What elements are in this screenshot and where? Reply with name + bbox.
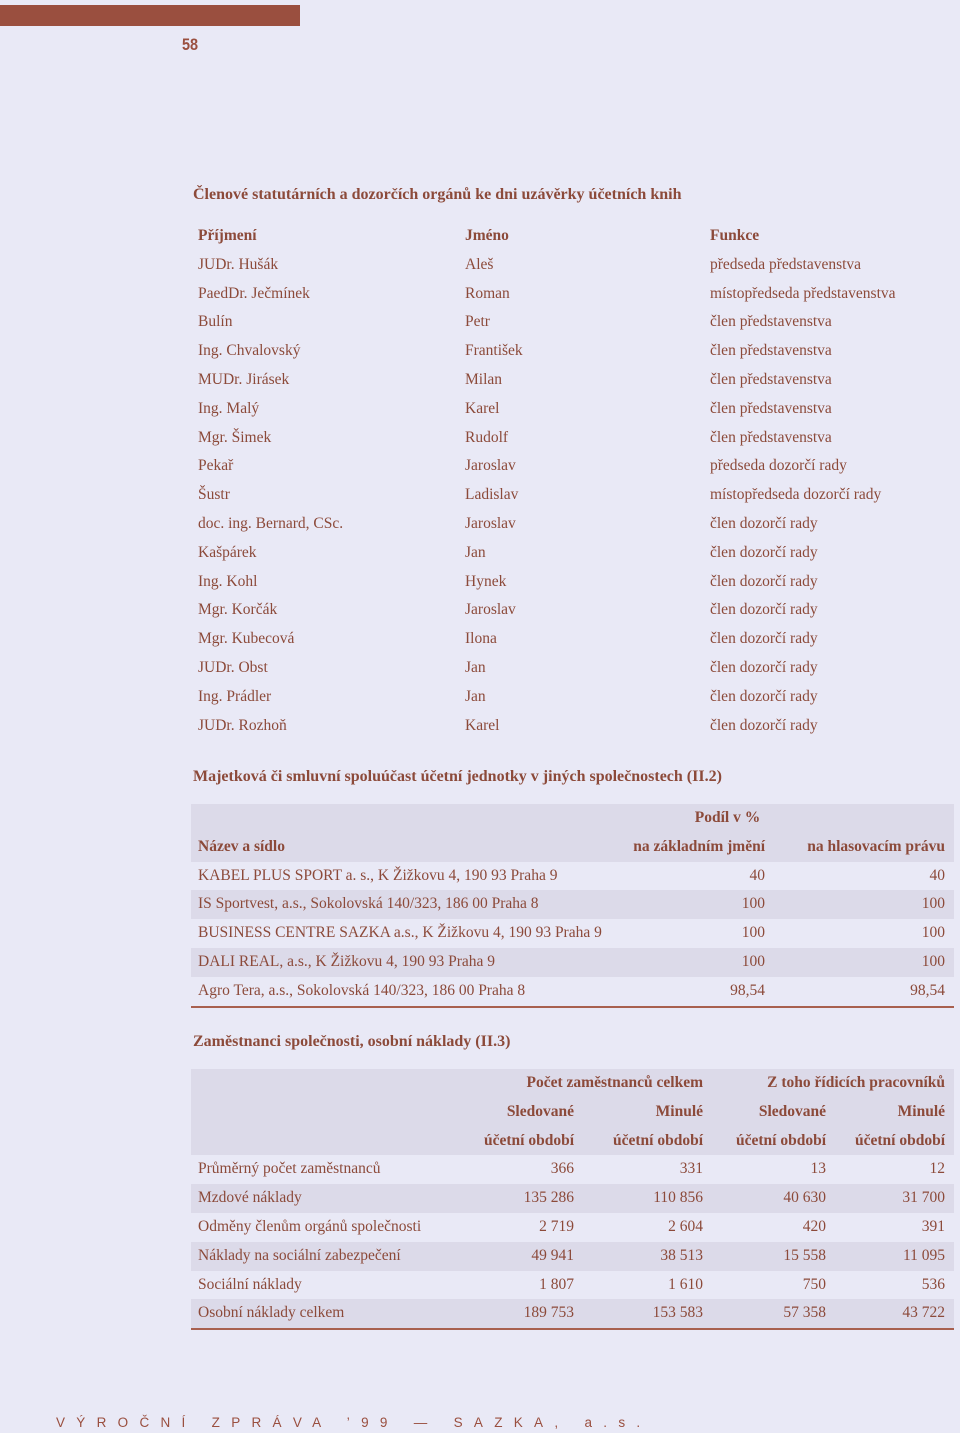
holdings-header-row — [191, 833, 954, 862]
col-accounting-period: účetní období — [712, 1127, 835, 1156]
member-firstname: Jan — [465, 658, 486, 676]
table-row — [191, 1271, 954, 1300]
col-firstname: Jméno — [465, 227, 509, 244]
member-row — [193, 539, 953, 568]
value-cell: 536 — [921, 1275, 946, 1293]
holdings-table — [191, 804, 954, 1008]
member-row — [193, 280, 953, 309]
member-firstname: Jan — [465, 687, 486, 705]
value-cell: 12 — [929, 1160, 946, 1178]
member-surname: Mgr. Šimek — [198, 428, 272, 446]
member-firstname: Rudolf — [465, 428, 509, 446]
table-row — [191, 1299, 954, 1329]
col-prior-period: Minulé — [583, 1098, 712, 1127]
value-cell: 31 700 — [835, 1184, 954, 1213]
member-row — [193, 654, 953, 683]
company-name: KABEL PLUS SPORT a. s., K Žižkovu 4, 190 93 Praha 9 — [198, 866, 558, 884]
member-function: člen dozorčí rady — [710, 658, 818, 676]
member-surname: JUDr. Rozhoň — [198, 716, 287, 734]
member-surname: JUDr. Hušák — [198, 255, 279, 273]
group-total-employees: Počet zaměstnanců celkem — [455, 1069, 712, 1098]
table-row — [191, 1242, 954, 1271]
value-cell: 189 753 — [455, 1299, 583, 1329]
member-firstname: Ladislav — [465, 486, 519, 504]
member-firstname: Karel — [465, 716, 500, 734]
table-row — [191, 862, 954, 891]
table-row — [191, 1155, 954, 1184]
col-current-period: Sledované — [712, 1098, 835, 1127]
member-surname: Ing. Prádler — [198, 687, 272, 705]
row-label: Sociální náklady — [198, 1275, 302, 1293]
member-function: člen dozorčí rady — [710, 630, 818, 648]
capital-share: 40 — [749, 866, 765, 884]
capital-share: 100 — [591, 890, 774, 919]
voting-share: 100 — [921, 924, 946, 942]
member-firstname: Karel — [465, 399, 500, 417]
capital-share: 100 — [591, 948, 774, 977]
member-firstname: František — [465, 342, 523, 360]
col-capital-share: na základním jmění — [591, 833, 774, 862]
member-function: předseda dozorčí rady — [710, 457, 847, 475]
voting-share: 100 — [774, 890, 954, 919]
value-cell: 366 — [550, 1160, 574, 1178]
member-surname: PaedDr. Ječmínek — [198, 284, 310, 302]
table-row — [191, 1184, 954, 1213]
members-table — [193, 222, 953, 740]
member-function: člen představenstva — [710, 313, 832, 331]
member-firstname: Roman — [465, 284, 510, 302]
member-row — [193, 683, 953, 712]
member-row — [193, 366, 953, 395]
member-surname: Mgr. Kubecová — [198, 630, 295, 648]
value-cell: 15 558 — [712, 1242, 835, 1271]
member-firstname: Milan — [465, 370, 503, 388]
value-cell: 2 719 — [539, 1217, 574, 1235]
company-name: BUSINESS CENTRE SAZKA a.s., K Žižkovu 4, 190 93 Praha 9 — [198, 924, 602, 942]
value-cell: 391 — [921, 1217, 946, 1235]
group-managers: Z toho řídicích pracovníků — [712, 1069, 954, 1098]
employees-subheader-row — [191, 1127, 954, 1156]
table-row — [191, 890, 954, 919]
member-row — [193, 568, 953, 597]
company-name: Agro Tera, a.s., Sokolovská 140/323, 186 00 Praha 8 — [191, 977, 591, 1007]
value-cell: 110 856 — [583, 1184, 712, 1213]
employees-table — [191, 1069, 954, 1330]
member-function: místopředseda dozorčí rady — [710, 486, 882, 504]
col-function: Funkce — [710, 227, 760, 244]
member-function: člen dozorčí rady — [710, 572, 818, 590]
member-row — [193, 712, 953, 741]
value-cell: 135 286 — [455, 1184, 583, 1213]
col-accounting-period: účetní období — [835, 1127, 954, 1156]
member-row — [193, 424, 953, 453]
capital-share: 100 — [741, 924, 765, 942]
member-row — [193, 251, 953, 280]
member-surname: Pekař — [198, 457, 234, 475]
member-row — [193, 395, 953, 424]
col-voting-share: na hlasovacím právu — [774, 833, 954, 862]
value-cell: 420 — [802, 1217, 827, 1235]
member-surname: Kašpárek — [198, 543, 257, 561]
member-firstname: Jaroslav — [465, 457, 516, 475]
members-header-row — [193, 222, 953, 251]
member-function: místopředseda představenstva — [710, 284, 896, 302]
value-cell: 11 095 — [835, 1242, 954, 1271]
member-surname: Ing. Kohl — [198, 572, 258, 590]
col-prior-period: Minulé — [835, 1098, 954, 1127]
member-function: předseda představenstva — [710, 255, 862, 273]
value-cell: 49 941 — [455, 1242, 583, 1271]
company-name: IS Sportvest, a.s., Sokolovská 140/323, 186 00 Praha 8 — [191, 890, 591, 919]
member-function: člen dozorčí rady — [710, 543, 818, 561]
holdings-title: Majetková či smluvní spoluúčast účetní jednotky v jiných společnostech (II.2) — [193, 768, 722, 785]
member-surname: MUDr. Jirásek — [198, 370, 290, 388]
value-cell: 43 722 — [835, 1299, 954, 1329]
member-function: člen dozorčí rady — [710, 601, 818, 619]
row-label: Odměny členům orgánů společnosti — [198, 1217, 422, 1235]
footer-text: VÝROČNÍ ZPRÁVA ’99 — SAZKA, a.s. — [56, 1415, 652, 1430]
member-function: člen představenstva — [710, 428, 832, 446]
member-firstname: Ilona — [465, 630, 497, 648]
employees-group-header-row — [191, 1069, 954, 1098]
capital-share: 98,54 — [591, 977, 774, 1007]
table-row — [191, 948, 954, 977]
row-label: Náklady na sociální zabezpečení — [191, 1242, 455, 1271]
member-surname: doc. ing. Bernard, CSc. — [198, 514, 344, 532]
employees-subheader-row — [191, 1098, 954, 1127]
table-row — [191, 1213, 954, 1242]
row-label: Osobní náklady celkem — [191, 1299, 455, 1329]
member-row — [193, 481, 953, 510]
value-cell: 750 — [802, 1275, 827, 1293]
member-function: člen dozorčí rady — [710, 716, 818, 734]
holdings-group-header-row — [191, 804, 954, 833]
holdings-group-header: Podíl v % — [591, 804, 954, 833]
member-row — [193, 452, 953, 481]
voting-share: 100 — [774, 948, 954, 977]
member-function: člen dozorčí rady — [710, 514, 818, 532]
member-surname: JUDr. Obst — [198, 658, 268, 676]
member-surname: Ing. Malý — [198, 399, 260, 417]
value-cell: 38 513 — [583, 1242, 712, 1271]
voting-share: 98,54 — [774, 977, 954, 1007]
member-row — [193, 596, 953, 625]
member-firstname: Aleš — [465, 255, 494, 273]
header-bar — [0, 5, 300, 26]
value-cell: 331 — [679, 1160, 704, 1178]
member-row — [193, 308, 953, 337]
value-cell: 1 610 — [668, 1275, 704, 1293]
value-cell: 1 807 — [539, 1275, 574, 1293]
value-cell: 57 358 — [712, 1299, 835, 1329]
member-function: člen představenstva — [710, 342, 832, 360]
row-label: Mzdové náklady — [191, 1184, 455, 1213]
member-row — [193, 510, 953, 539]
member-firstname: Jaroslav — [465, 601, 516, 619]
member-surname: Šustr — [198, 486, 230, 504]
employees-title: Zaměstnanci společnosti, osobní náklady (II.3) — [193, 1033, 511, 1050]
table-row — [191, 919, 954, 948]
voting-share: 40 — [929, 866, 946, 884]
col-surname: Příjmení — [198, 227, 257, 244]
value-cell: 13 — [810, 1160, 827, 1178]
member-function: člen dozorčí rady — [710, 687, 818, 705]
table-row — [191, 977, 954, 1007]
member-surname: Mgr. Korčák — [198, 601, 278, 619]
member-function: člen představenstva — [710, 370, 832, 388]
member-firstname: Jaroslav — [465, 514, 516, 532]
value-cell: 153 583 — [583, 1299, 712, 1329]
member-row — [193, 625, 953, 654]
member-function: člen představenstva — [710, 399, 832, 417]
member-firstname: Jan — [465, 543, 486, 561]
value-cell: 40 630 — [712, 1184, 835, 1213]
page-number: 58 — [182, 35, 199, 54]
members-title: Členové statutárních a dozorčích orgánů ke dni uzávěrky účetních knih — [193, 186, 682, 203]
member-firstname: Hynek — [465, 572, 507, 590]
member-firstname: Petr — [465, 313, 490, 331]
col-current-period: Sledované — [455, 1098, 583, 1127]
member-surname: Ing. Chvalovský — [198, 342, 301, 360]
value-cell: 2 604 — [668, 1217, 704, 1235]
member-row — [193, 337, 953, 366]
row-label: Průměrný počet zaměstnanců — [198, 1160, 381, 1178]
company-name: DALI REAL, a.s., K Žižkovu 4, 190 93 Praha 9 — [191, 948, 591, 977]
col-name-seat: Název a sídlo — [191, 833, 591, 862]
member-surname: Bulín — [198, 313, 233, 331]
col-accounting-period: účetní období — [583, 1127, 712, 1156]
col-accounting-period: účetní období — [455, 1127, 583, 1156]
